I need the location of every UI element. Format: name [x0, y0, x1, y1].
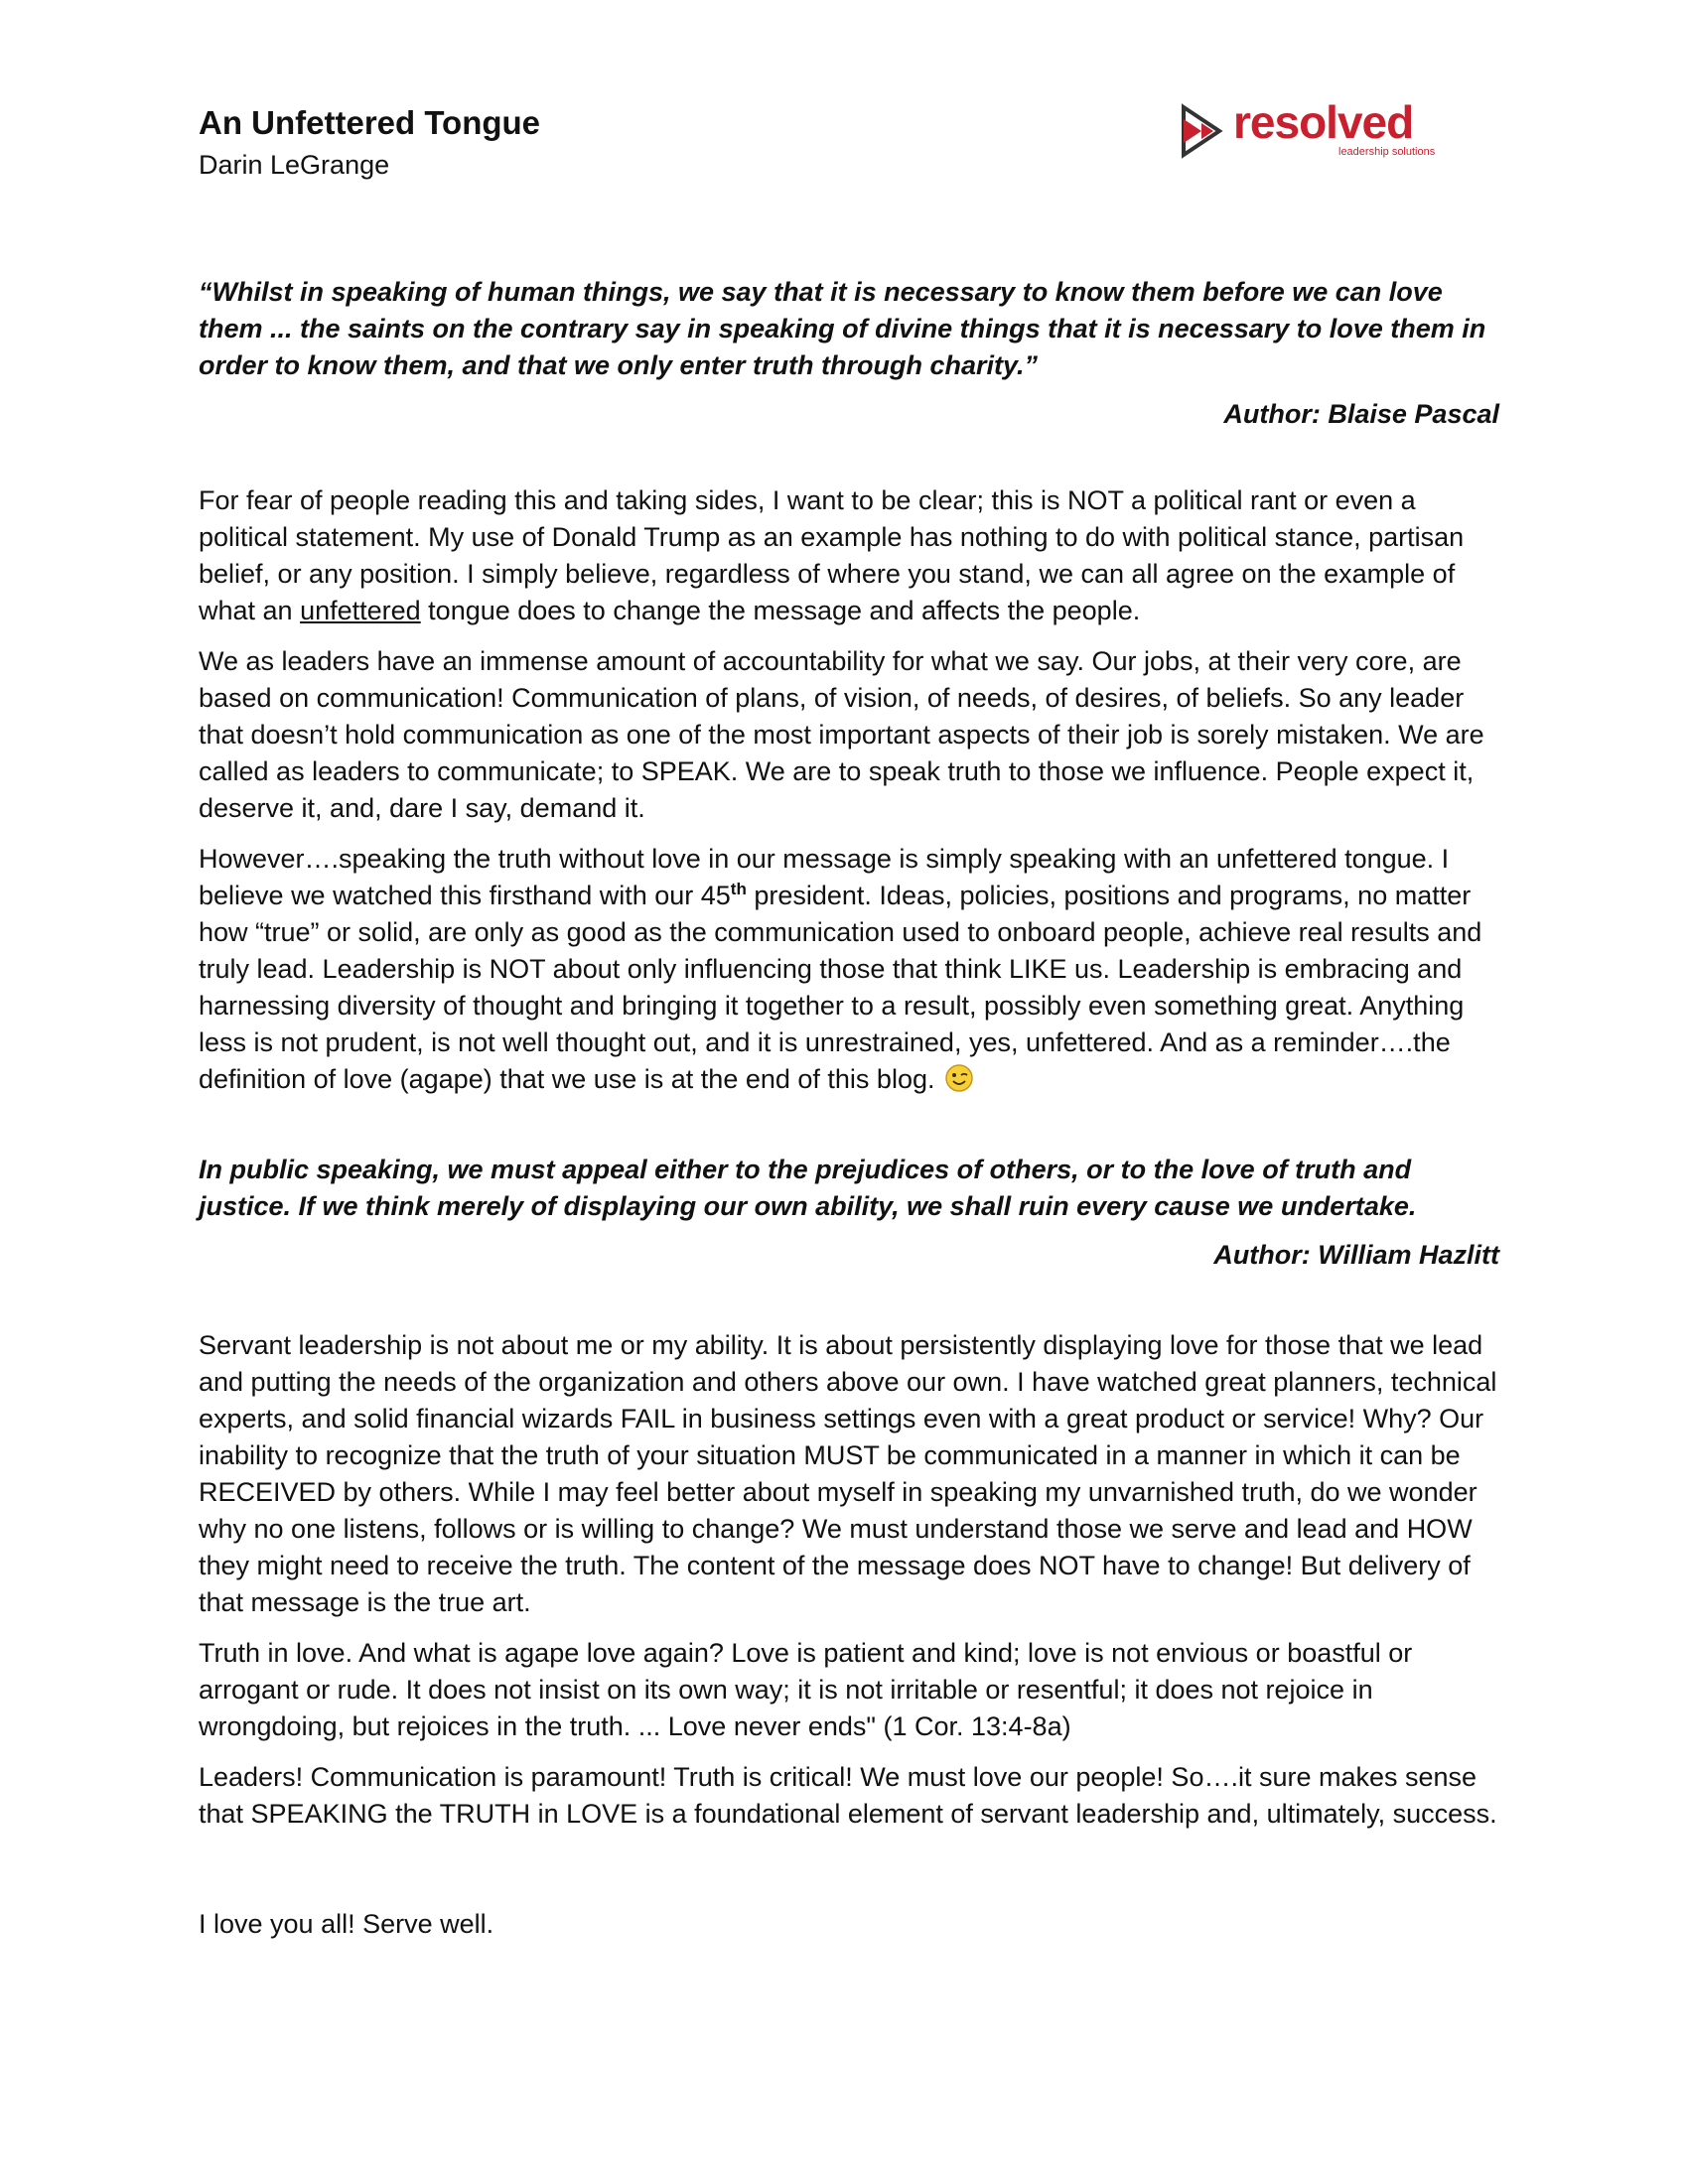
- document-body: [199, 274, 1499, 1957]
- hazlitt-quote: In public speaking, we must appeal either to the prejudices of others, or to the love of truth and justice. If we think merely of displaying our own ability, we shall ruin every cause we undertake.: [199, 1155, 1417, 1221]
- paragraph-leaders: Leaders! Communication is paramount! Truth is critical! We must love our people! So….it sure makes sense that SPEAKING the TRUTH in LOVE is a foundational element of servant leadership and, ultimately, success.: [199, 1762, 1497, 1829]
- paragraph-text: tongue does to change the message and affects the people.: [420, 596, 1141, 625]
- author-name: Darin LeGrange: [199, 150, 390, 180]
- hazlitt-attribution: Author: William Hazlitt: [1213, 1240, 1499, 1270]
- paragraph-servant-leadership: Servant leadership is not about me or my ability. It is about persistently displaying love for those that we lead and putting the needs of the organization and others above our own. I have watched great planners, technical experts, and solid financial wizards FAIL in business settings even with a great product or service! Why? Our inability to recognize that the truth of your situation MUST be communicated in a manner in which it can be RECEIVED by others. While I may feel better about myself in speaking my unvarnished truth, do we wonder why no one listens, follows or is willing to change? We must understand those we serve and lead and HOW they might need to receive the truth. The content of the message does NOT have to change! But delivery of that message is the true art.: [199, 1330, 1497, 1617]
- winking-face-icon: [944, 1063, 974, 1093]
- paragraph-text: For fear of people reading this and taking sides, I want to be clear; this is NOT a political rant or even a political statement. My use of Donald Trump as an example has nothing to do with political stance, partisan belief, or any position. I simply believe, regardless of where you stand, we can all agree on the example of what an: [199, 485, 1465, 625]
- paragraph-text: president. Ideas, policies, positions and programs, no matter how “true” or solid, are only as good as the communication used to onboard people, achieve real results and truly lead. Leadership is NOT about only influencing those that think LIKE us. Leadership is embracing and harnessing diversity of thought and bringing it together to a result, possibly even something great. Anything less is not prudent, is not well thought out, and it is unrestrained, yes, unfettered. And as a reminder….the definition of love (agape) that we use is at the end of this blog.: [199, 881, 1482, 1094]
- paragraph-agape-love: Truth in love. And what is agape love again? Love is patient and kind; love is not envious or boastful or arrogant or rude. It does not insist on its own way; it is not irritable or resentful; it does not rejoice in wrongdoing, but rejoices in the truth. ... Love never ends" (1 Cor. 13:4-8a): [199, 1638, 1413, 1741]
- ordinal-superscript: th: [730, 880, 747, 898]
- document-header: [199, 96, 1499, 210]
- paragraph-text: However….speaking the truth without love in our message is simply speaking with an unfettered tongue. I believe we watched this firsthand with our 45: [199, 844, 1450, 910]
- pascal-quote: “Whilst in speaking of human things, we say that it is necessary to know them before we can love them ... the saints on the contrary say in speaking of divine things that it is necessary to love them in order to know them, and that we only enter truth through charity.”: [199, 277, 1486, 380]
- document-title: An Unfettered Tongue: [199, 104, 541, 141]
- pascal-attribution: Author: Blaise Pascal: [1223, 399, 1499, 429]
- logo-mark-icon: [1180, 103, 1223, 159]
- underlined-word: unfettered: [300, 596, 421, 625]
- closing-line: I love you all! Serve well.: [199, 1909, 494, 1939]
- paragraph-political-disclaimer: [199, 482, 1499, 629]
- paragraph-accountability: We as leaders have an immense amount of accountability for what we say. Our jobs, at their very core, are based on communication! Communication of plans, of vision, of needs, of desires, of beliefs. So any leader that doesn’t hold communication as one of the most important aspects of their job is sorely mistaken. We are called as leaders to communicate; to SPEAK. We are to speak truth to those we influence. People expect it, deserve it, and, dare I say, demand it.: [199, 646, 1484, 823]
- paragraph-unfettered-tongue: [199, 841, 1499, 1098]
- resolved-logo: [1180, 96, 1436, 161]
- logo-tagline: leadership solutions: [1338, 146, 1436, 158]
- logo-wordmark: resolved: [1233, 96, 1414, 148]
